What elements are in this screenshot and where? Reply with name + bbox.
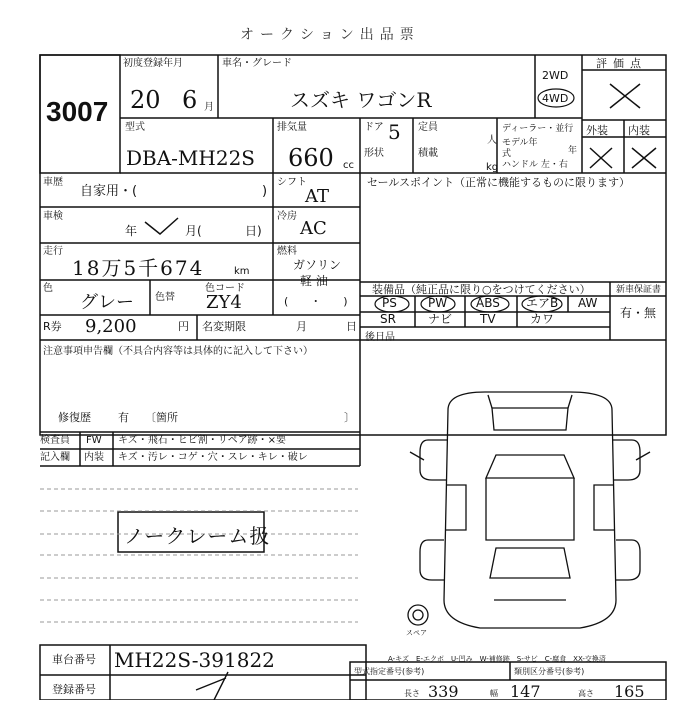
no-claim-stamp: ノークレーム扱 [124, 524, 271, 548]
aircon-value: AC [300, 218, 327, 239]
car-name: スズキ ワゴンR [290, 88, 432, 112]
history-value: 自家用・( [80, 184, 138, 199]
shape-label: 形状 [364, 148, 384, 159]
width-label: 幅 [490, 689, 498, 698]
width-value: 147 [510, 682, 541, 701]
color-change-label: 色替 [155, 292, 175, 303]
shift-value: AT [305, 186, 330, 207]
repair-label: 修復歴 [58, 411, 91, 424]
model-year-unit: 年 [568, 146, 578, 156]
model-year-label: モデル年式 [502, 138, 538, 159]
first-reg-month-unit: 月 [204, 102, 214, 113]
interior-label: 内装 [628, 124, 650, 137]
deadline-month-unit: 月 [296, 320, 307, 333]
inspection-month-unit: 月( [185, 224, 202, 238]
inspector-fw-items: キズ・飛石・ヒビ割・リペア跡・×要 [118, 435, 286, 446]
category-label: 類別区分番号(参考) [514, 667, 585, 676]
chassis-value: MH22S-391822 [114, 648, 275, 672]
deadline-label: 名変期限 [202, 320, 246, 333]
handle-label: ハンドル 左・右 [502, 160, 568, 170]
header-title: オークション出品票 [240, 27, 420, 43]
repair-location-close: 〕 [344, 411, 355, 424]
inspector-label-1: 検査員 [40, 435, 70, 446]
inspector-interior: 内装 [84, 452, 104, 463]
inspection-label: 車検 [43, 211, 63, 222]
displacement-label: 排気量 [277, 122, 307, 133]
notes-label: 注意事項申告欄（不具合内容等は具体的に記入して下さい） [43, 346, 313, 357]
chassis-label: 車台番号 [52, 653, 96, 666]
car-name-label: 車名・グレード [222, 58, 292, 69]
fuel-paren: ( ・ ) [284, 295, 348, 308]
deadline-day-unit: 日 [346, 320, 357, 333]
capacity-unit: 人 [487, 135, 497, 146]
first-reg-label: 初度登録年月 [123, 58, 183, 69]
color-code: ZY4 [206, 292, 242, 313]
equip-sr: SR [380, 312, 396, 326]
dealer-label: ディーラー・並行 [502, 124, 574, 134]
history-close: ) [262, 184, 268, 199]
shift-label: シフト [277, 177, 307, 188]
equip-navi: ナビ [428, 312, 453, 326]
warranty-label: 新車保証書 [616, 285, 662, 295]
length-value: 339 [428, 682, 459, 701]
doors-value: 5 [388, 120, 401, 144]
evaluation-label: 評価点 [596, 57, 647, 70]
damage-legend: A-キズ E-エクボ U-凹み W-補修跡 S-サビ C-腐食 XX-交換済 [388, 655, 606, 663]
load-unit: kg [486, 162, 499, 173]
aircon-label: 冷房 [277, 211, 297, 222]
displacement-unit: cc [343, 160, 354, 171]
fuel-label: 燃料 [277, 246, 297, 257]
repair-location-label: 〔箇所 [145, 411, 178, 424]
exterior-label: 外装 [586, 124, 608, 137]
equip-aw: AW [578, 296, 598, 310]
sales-point-label: セールスポイント（正常に機能するものに限ります） [367, 176, 631, 189]
history-label: 車歴 [43, 177, 63, 188]
car-diagram [408, 392, 650, 628]
color-label: 色 [43, 283, 53, 294]
fuel-value: ガソリン [293, 258, 342, 272]
mileage-label: 走行 [43, 246, 63, 257]
model-label: 型式 [125, 122, 145, 133]
model-value: DBA-MH22S [126, 146, 256, 170]
designation-label: 型式指定番号(参考) [354, 667, 425, 676]
first-reg-month: 6 [182, 86, 198, 114]
color-code-label: 色コード [205, 283, 245, 294]
equip-ps: PS [382, 296, 397, 310]
recycle-value: 9,200 [85, 316, 137, 337]
doors-label: ドア [364, 122, 384, 133]
height-value: 165 [614, 682, 645, 701]
drive-2wd: 2WD [542, 69, 569, 82]
spare-label: スペア [406, 629, 427, 637]
inspector-label-2: 記入欄 [40, 452, 70, 463]
fuel-option: 軽 油 [300, 274, 328, 288]
reg-number-label: 登録番号 [52, 683, 96, 696]
drive-4wd: 4WD [542, 92, 569, 105]
capacity-label: 定員 [418, 122, 438, 133]
warranty-value: 有・無 [620, 306, 657, 320]
length-label: 長さ [404, 689, 420, 698]
height-label: 高さ [578, 689, 594, 698]
mileage-value: 18万5千674 [72, 256, 205, 280]
postscript-label: 後日品 [365, 332, 395, 343]
equip-leather: カワ [530, 312, 555, 326]
first-reg-year: 20 [130, 86, 161, 114]
recycle-unit: 円 [178, 320, 189, 333]
mileage-unit: km [234, 266, 250, 277]
equip-pw: PW [428, 296, 448, 310]
inspection-year-unit: 年 [125, 224, 138, 238]
inspection-day-unit: 日) [245, 224, 262, 238]
equip-abs: ABS [476, 296, 500, 310]
color-value: グレー [80, 292, 134, 313]
equipment-label: 装備品（純正品に限り○をつけてください） [372, 283, 591, 296]
inspector-interior-items: キズ・汚レ・コゲ・穴・スレ・キレ・破レ [118, 452, 308, 463]
lot-number: 3007 [46, 96, 109, 127]
load-label: 積載 [418, 148, 438, 159]
inspector-fw: FW [86, 435, 102, 446]
repair-value: 有 [118, 411, 129, 424]
recycle-label: R券 [43, 320, 62, 333]
equip-airbag: エアB [526, 296, 559, 310]
displacement-value: 660 [288, 144, 334, 172]
equip-tv: TV [480, 312, 496, 326]
